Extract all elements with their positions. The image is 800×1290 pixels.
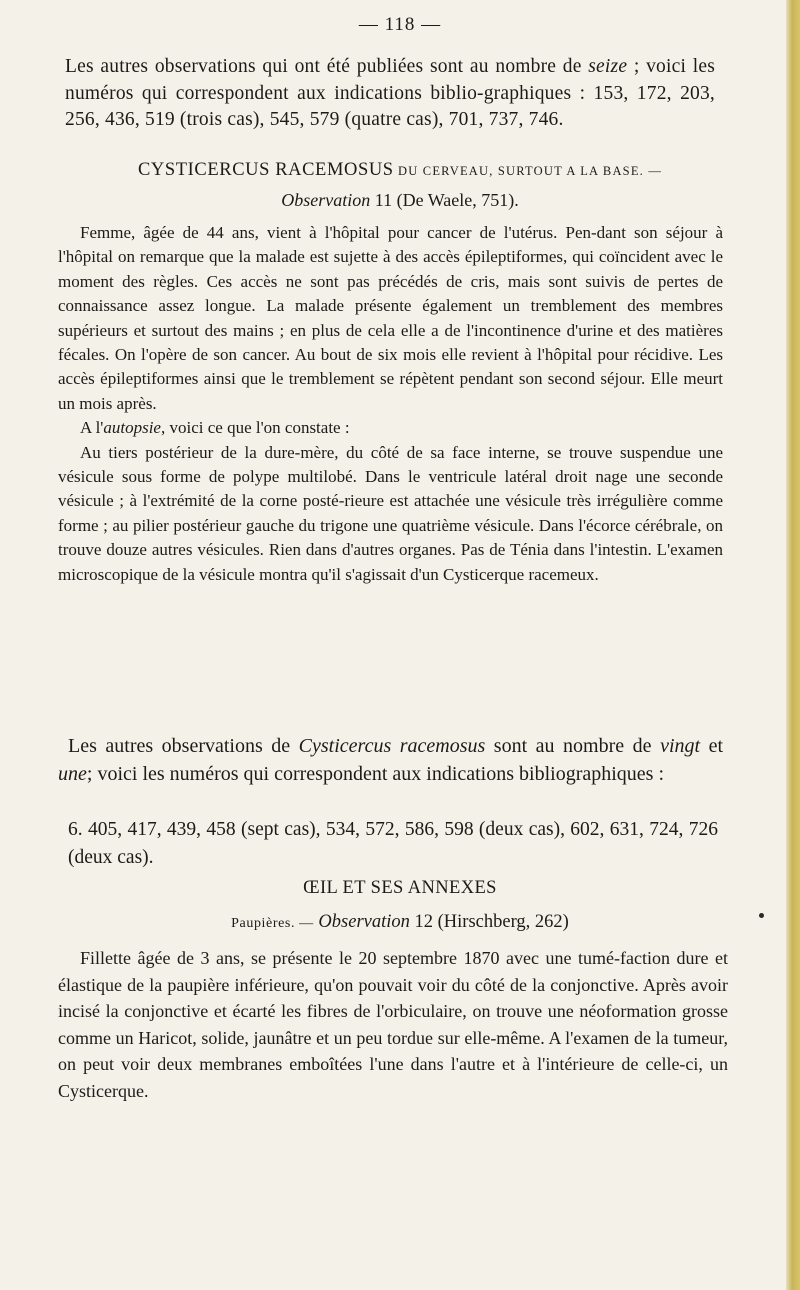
- section2-title: ŒIL ET SES ANNEXES: [303, 878, 497, 898]
- section2-subtitle: Paupières. —: [231, 916, 314, 931]
- section1-title-tail: DU CERVEAU, SURTOUT A LA BASE. —: [393, 164, 663, 178]
- summary-vingt: vingt: [660, 735, 701, 757]
- section2-subheading: [0, 912, 800, 933]
- section1-paragraph1: Femme, âgée de 44 ans, vient à l'hôpital pour cancer de l'utérus. Pen-dant son séjour à l'hôpital on remarque que la malade est sujette à des accès épileptiformes, qui coïncident avec le moment des règles. Ces accès ne sont pas précédés de cris, mais sont suivis de pertes de connaissance assez longue. La malade présente également un tremblement des membres supérieurs et surtout des mains ; en plus de cela elle a de l'incontinence d'urine et des matières fécales. On l'opère de son cancer. Au bout de six mois elle revient à l'hôpital pour récidive. Les accès épileptiformes ainsi que le tremblement se répètent pendant son second séjour. Elle meurt un mois après.: [58, 223, 723, 413]
- margin-mark: [759, 913, 764, 918]
- section2-paragraph: Fillette âgée de 3 ans, se présente le 20 septembre 1870 avec une tumé-faction dure et élastique de la paupière inférieure, qu'on pouvait voir du côté de la conjonctive. Après avoir incisé la conjonctive et écarté les fibres de l'orbiculaire, on trouve une néoformation grosse comme un Haricot, solide, jaunâtre et un peu tordue sur elle-même. A l'examen de la tumeur, on peut voir deux membranes emboîtées l'une dans l'autre et à l'intérieure de celle-ci, un Cysticerque.: [58, 948, 728, 1101]
- intro-paragraph: [65, 54, 715, 134]
- summary-text-start: Les autres observations de: [68, 735, 299, 757]
- section1-observation-ref: 11 (De Waele, 751).: [370, 190, 519, 210]
- autopsy-start: A l': [80, 418, 104, 438]
- section1-observation-label: Observation: [281, 190, 371, 210]
- intro-seize: seize: [588, 56, 628, 77]
- intro-text-start: Les autres observations qui ont été publiées sont au nombre de: [65, 56, 589, 77]
- summary-numbers: 6. 405, 417, 439, 458 (sept cas), 534, 572, 586, 598 (deux cas), 602, 631, 724, 726 (deux cas).: [68, 819, 718, 868]
- summary-species: Cysticercus racemosus: [298, 735, 486, 757]
- summary-une: une: [58, 763, 87, 785]
- summary-text-end: ; voici les numéros qui correspondent aux indications bibliographiques :: [86, 763, 664, 785]
- page-number: — 118 —: [358, 14, 442, 35]
- summary-text-mid: sont au nombre de: [485, 735, 661, 757]
- summary-et: et: [700, 735, 724, 757]
- section1-body: [58, 221, 723, 587]
- autopsy-word: autopsie: [103, 418, 161, 438]
- summary-paragraph: [58, 732, 723, 788]
- section1-autopsy-line: [58, 416, 723, 440]
- section2-observation-label: Observation: [318, 912, 410, 932]
- section2-observation-ref: 12 (Hirschberg, 262): [409, 912, 569, 932]
- section1-heading: [0, 160, 800, 181]
- section1-paragraph3: Au tiers postérieur de la dure-mère, du côté de sa face interne, se trouve suspendue une vésicule sous forme de polype multilobé. Dans le ventricule latéral droit nage une seconde vésicule ; à l'extrémité de la corne posté-rieure est attachée une vésicule très irrégulière comme forme ; au pilier postérieur gauche du trigone une quatrième vésicule. Dans l'écorce cérébrale, on trouve douze autres vésicules. Rien dans d'autres organes. Pas de Ténia dans l'intestin. L'examen microscopique de la vésicule montra qu'il s'agissait d'un Cysticerque racemeux.: [58, 442, 723, 584]
- section1-title-main: CYSTICERCUS RACEMOSUS: [137, 160, 394, 180]
- autopsy-end: , voici ce que l'on constate :: [160, 418, 350, 438]
- section1-observation-line: [0, 190, 800, 211]
- intro-text-end: ; voici les numéros qui correspondent aux indications biblio-graphiques : 153, 172, 203, 256, 436, 519 (trois cas), 545, 579 (quatre cas), 701, 737, 746.: [65, 56, 715, 130]
